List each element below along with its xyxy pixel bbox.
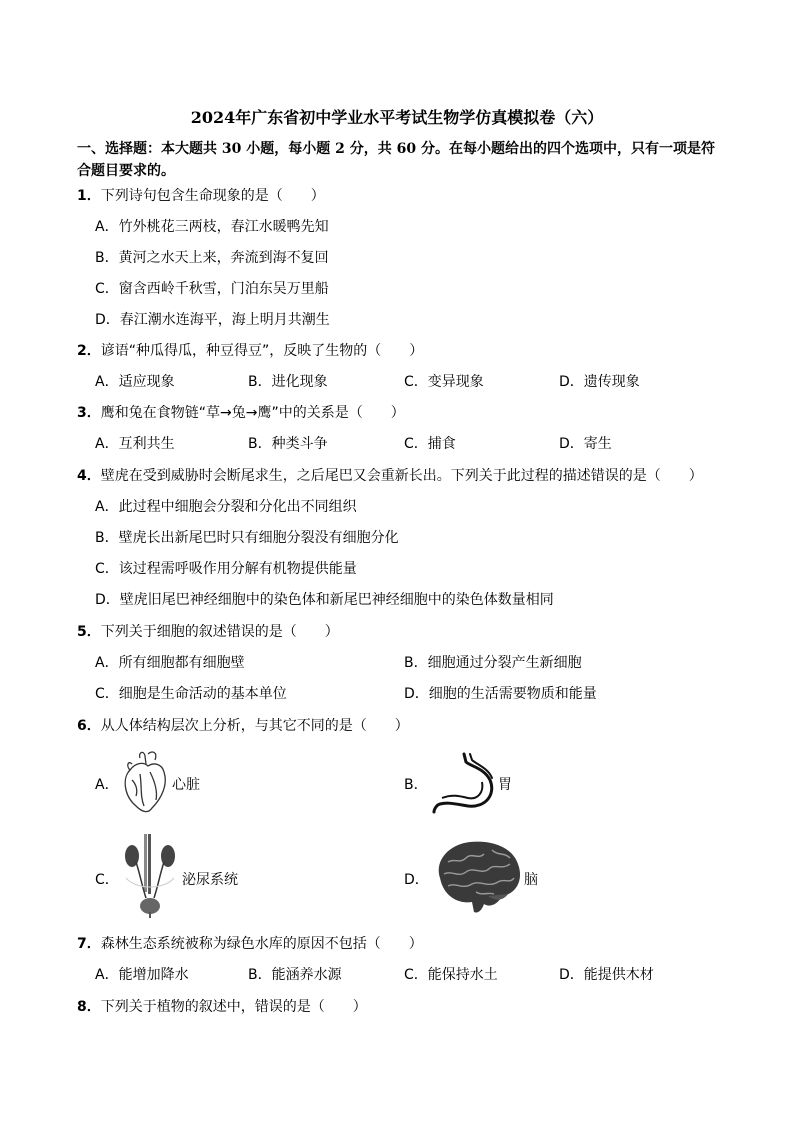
question-text: 下列关于细胞的叙述错误的是（ ） — [100, 624, 339, 640]
option-b: B．进化现象 — [248, 374, 328, 390]
option-d: D．壁虎旧尾巴神经细胞中的染色体和新尾巴神经细胞中的染色体数量相同 — [95, 592, 554, 608]
option-b: B．种类斗争 — [248, 436, 328, 452]
option-b-label: 胃 — [498, 777, 512, 793]
question-7 — [77, 934, 423, 954]
stomach-icon — [430, 752, 498, 814]
option-a: A．适应现象 — [95, 374, 175, 390]
question-number: 7． — [77, 936, 101, 952]
option-c-label: 泌尿系统 — [182, 872, 238, 888]
section-heading: 一、选择题：本大题共 30 小题，每小题 2 分，共 60 分。在每小题给出的四个选项中，只有一项是符合题目要求的。 — [77, 141, 715, 179]
option-b: B．能涵养水源 — [248, 967, 342, 983]
question-number: 8． — [77, 999, 101, 1015]
option-a: A．互利共生 — [95, 436, 175, 452]
question-8 — [77, 997, 367, 1017]
question-1 — [77, 186, 325, 206]
option-a-label: 心脏 — [172, 777, 200, 793]
question-text: 谚语“种瓜得瓜，种豆得豆”，反映了生物的（ ） — [100, 343, 424, 359]
option-a-letter: A． — [95, 777, 119, 793]
question-text: 下列关于植物的叙述中，错误的是（ ） — [100, 999, 367, 1015]
option-d: D．能提供木材 — [559, 967, 654, 983]
option-d-letter: D． — [404, 872, 429, 888]
question-text: 森林生态系统被称为绿色水库的原因不包括（ ） — [100, 936, 423, 952]
option-c: C．该过程需呼吸作用分解有机物提供能量 — [95, 561, 357, 577]
question-number: 3． — [77, 405, 101, 421]
question-number: 2． — [77, 343, 101, 359]
question-4 — [77, 466, 703, 486]
option-d: D．细胞的生活需要物质和能量 — [404, 686, 597, 702]
question-2 — [77, 341, 423, 361]
question-text: 下列诗句包含生命现象的是（ ） — [100, 188, 325, 204]
option-b: B．壁虎长出新尾巴时只有细胞分裂没有细胞分化 — [95, 530, 399, 546]
question-5 — [77, 622, 339, 642]
question-text: 鹰和兔在食物链“草→兔→鹰”中的关系是（ ） — [100, 405, 405, 421]
question-text: 从人体结构层次上分析，与其它不同的是（ ） — [100, 718, 409, 734]
brain-icon — [432, 838, 524, 916]
option-a: A．所有细胞都有细胞壁 — [95, 655, 245, 671]
option-a: A．竹外桃花三两枝，春江水暖鸭先知 — [95, 219, 329, 235]
question-number: 6． — [77, 718, 101, 734]
question-6 — [77, 716, 409, 736]
option-c: C．能保持水土 — [404, 967, 498, 983]
option-c-letter: C． — [95, 872, 119, 888]
question-number: 4． — [77, 468, 101, 484]
option-c: C．细胞是生命活动的基本单位 — [95, 686, 287, 702]
option-b-letter: B． — [404, 777, 428, 793]
question-text: 壁虎在受到威胁时会断尾求生，之后尾巴又会重新长出。下列关于此过程的描述错误的是（ ） — [100, 468, 703, 484]
option-d-label: 脑 — [524, 872, 538, 888]
heart-icon — [118, 750, 174, 816]
exam-title: 2024年广东省初中学业水平考试生物学仿真模拟卷（六） — [190, 108, 604, 127]
urinary-system-icon — [118, 834, 182, 918]
option-a: A．此过程中细胞会分裂和分化出不同组织 — [95, 499, 357, 515]
option-b: B．黄河之水天上来，奔流到海不复回 — [95, 250, 329, 266]
question-number: 5． — [77, 624, 101, 640]
question-3 — [77, 403, 405, 423]
option-c: C．变异现象 — [404, 374, 484, 390]
option-b: B．细胞通过分裂产生新细胞 — [404, 655, 582, 671]
option-d: D．遗传现象 — [559, 374, 640, 390]
option-d: D．春江潮水连海平，海上明月共潮生 — [95, 312, 330, 328]
option-c: C．窗含西岭千秋雪，门泊东吴万里船 — [95, 281, 329, 297]
question-number: 1． — [77, 188, 101, 204]
option-a: A．能增加降水 — [95, 967, 189, 983]
option-c: C．捕食 — [404, 436, 456, 452]
option-d: D．寄生 — [559, 436, 612, 452]
